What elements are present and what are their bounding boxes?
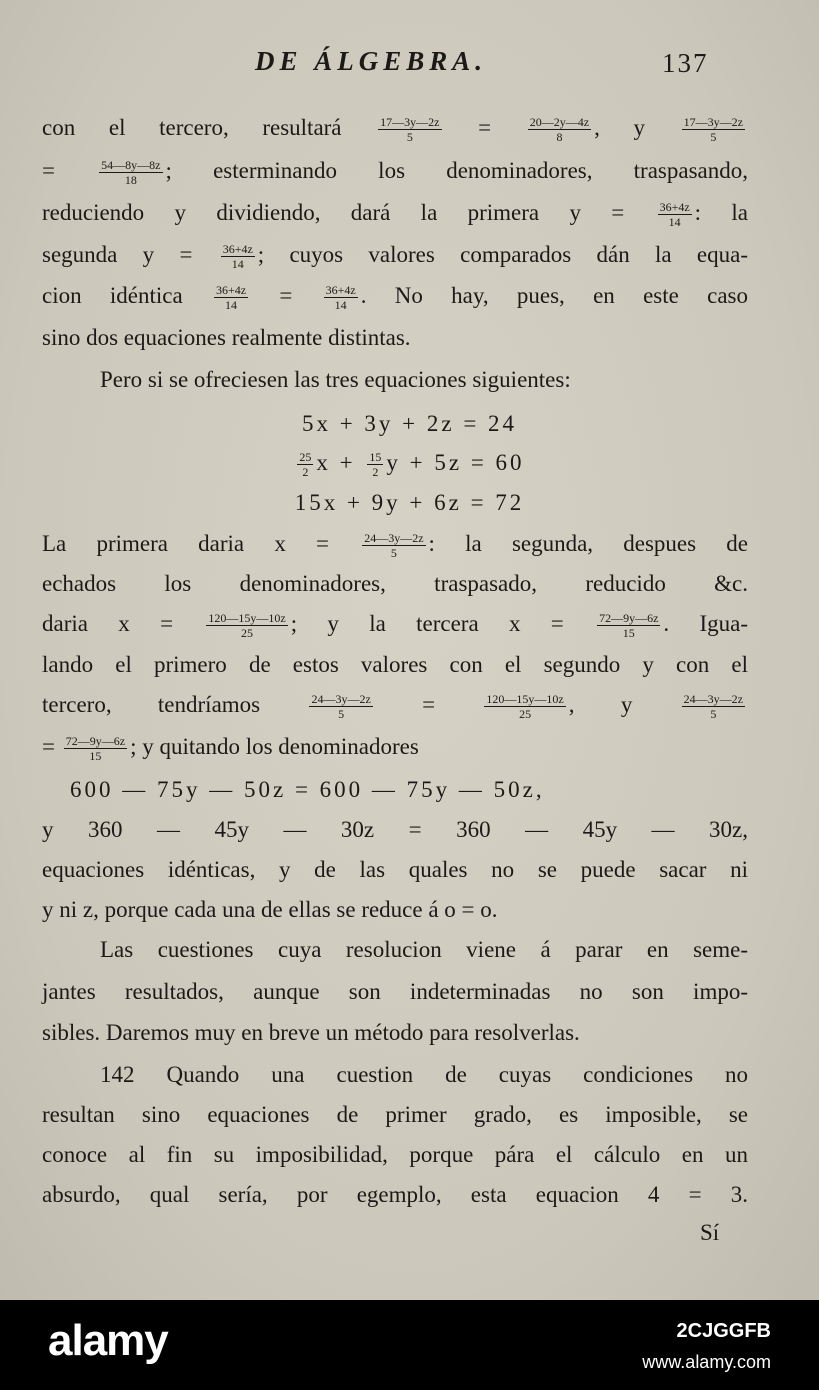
- fraction: [682, 693, 745, 721]
- text-segment: =: [42, 158, 97, 183]
- fraction: [658, 201, 692, 229]
- running-head: [0, 46, 819, 86]
- fraction-denominator: 14: [334, 297, 347, 312]
- text-segment: conoce al fin su imposibilidad, porque pára el cálculo en un: [42, 1142, 748, 1167]
- text-line: [42, 156, 748, 187]
- text-line: [42, 732, 748, 763]
- fraction-numerator: 72—9y—6z: [599, 610, 659, 625]
- fraction-numerator: 54—8y—8z: [101, 157, 161, 172]
- text-line: [100, 1060, 748, 1090]
- fraction-denominator: 14: [225, 297, 238, 312]
- text-line: [42, 113, 748, 144]
- fraction-denominator: 5: [710, 706, 717, 721]
- fraction: [99, 159, 162, 187]
- fraction-numerator: 17—3y—2z: [683, 114, 743, 129]
- text-segment: 5x + 3y + 2z = 24: [301, 411, 518, 436]
- fraction-numerator: 120—15y—10z: [208, 610, 286, 625]
- fraction-numerator: 24—3y—2z: [364, 530, 424, 545]
- text-segment: absurdo, qual sería, por egemplo, esta equacion 4 = 3.: [42, 1182, 748, 1207]
- text-segment: 600 — 75y — 50z = 600 — 75y — 50z,: [70, 777, 545, 802]
- fraction: [362, 532, 425, 560]
- alamy-logo: alamy: [48, 1316, 168, 1365]
- text-line: [42, 1100, 748, 1130]
- text-segment: cion idéntica: [42, 283, 211, 308]
- fraction: [206, 612, 287, 640]
- text-line: [42, 977, 748, 1007]
- text-line: [0, 409, 819, 439]
- text-segment: =: [444, 115, 525, 140]
- text-segment: 142 Quando una cuestion de cuyas condiciones no: [100, 1062, 748, 1087]
- fraction-numerator: 120—15y—10z: [486, 691, 564, 706]
- text-line: [42, 815, 748, 845]
- text-segment: resultan sino equaciones de primer grado, es imposible, se: [42, 1102, 748, 1127]
- fraction-denominator: 15: [89, 748, 102, 763]
- fraction-denominator: 25: [519, 706, 532, 721]
- text-segment: =: [42, 734, 61, 759]
- text-line: [100, 365, 748, 395]
- text-line: [42, 895, 748, 925]
- fraction-numerator: 36+4z: [222, 241, 253, 256]
- fraction: [367, 451, 383, 479]
- text-line: [42, 281, 748, 312]
- text-line: [42, 1180, 748, 1210]
- fraction-numerator: 72—9y—6z: [65, 733, 126, 748]
- text-line: [42, 1140, 748, 1170]
- fraction-denominator: 25: [241, 625, 254, 640]
- fraction: [378, 116, 441, 144]
- text-segment: ; esterminando los denominadores, traspasando,: [165, 158, 748, 183]
- fraction: [682, 116, 745, 144]
- text-segment: lando el primero de estos valores con el segundo y con el: [42, 652, 748, 677]
- text-segment: 15x + 9y + 6z = 72: [294, 490, 525, 515]
- text-line: [42, 323, 748, 353]
- text-segment: segunda y =: [42, 242, 218, 267]
- fraction-numerator: 24—3y—2z: [311, 691, 371, 706]
- text-segment: : la: [694, 200, 748, 225]
- text-segment: daria x =: [42, 611, 204, 636]
- fraction-denominator: 2: [372, 464, 379, 479]
- text-segment: reduciendo y dividiendo, dará la primera y =: [42, 200, 655, 225]
- stock-footer: [0, 1300, 819, 1390]
- text-segment: y 360 — 45y — 30z = 360 — 45y — 30z,: [42, 817, 748, 842]
- running-title: DE ÁLGEBRA.: [255, 46, 488, 76]
- text-line: [42, 198, 748, 229]
- fraction-numerator: 17—3y—2z: [380, 114, 440, 129]
- fraction-numerator: 36+4z: [215, 282, 247, 297]
- text-segment: : la segunda, despues de: [428, 531, 748, 556]
- text-segment: y ni z, porque cada una de ellas se reduce á o = o.: [42, 897, 498, 922]
- fraction: [214, 284, 248, 312]
- text-line: [0, 488, 819, 518]
- text-segment: ; cuyos valores comparados dán la equa-: [257, 242, 748, 267]
- text-segment: . No hay, pues, en este caso: [360, 283, 748, 308]
- fraction-numerator: 24—3y—2z: [683, 691, 743, 706]
- text-segment: Las cuestiones cuya resolucion viene á parar en seme-: [100, 937, 748, 962]
- text-line: [42, 650, 748, 680]
- fraction-denominator: 2: [302, 464, 309, 479]
- text-line: [42, 1018, 748, 1048]
- fraction-denominator: 15: [622, 625, 635, 640]
- text-segment: =: [375, 692, 482, 717]
- fraction-denominator: 5: [338, 706, 345, 721]
- text-segment: tercero, tendríamos: [42, 692, 307, 717]
- text-segment: Pero si se ofreciesen las tres equaciones siguientes:: [100, 367, 571, 392]
- text-segment: , y: [594, 115, 679, 140]
- fraction: [597, 612, 660, 640]
- text-line: [42, 569, 748, 599]
- text-segment: , y: [568, 692, 679, 717]
- fraction-denominator: 5: [390, 545, 397, 560]
- fraction-numerator: 15: [369, 449, 382, 464]
- fraction-denominator: 5: [406, 129, 413, 144]
- fraction: [324, 284, 358, 312]
- fraction-numerator: 25: [299, 449, 312, 464]
- text-segment: con el tercero, resultará: [42, 115, 376, 140]
- text-segment: sino dos equaciones realmente distintas.: [42, 325, 411, 350]
- text-segment: y + 5z = 60: [386, 450, 525, 475]
- fraction-denominator: 8: [556, 129, 563, 144]
- text-segment: Sí: [700, 1220, 720, 1245]
- text-segment: La primera daria x =: [42, 531, 360, 556]
- fraction-denominator: 5: [710, 129, 717, 144]
- fraction: [528, 116, 591, 144]
- text-segment: ; y la tercera x =: [290, 611, 595, 636]
- text-segment: sibles. Daremos muy en breve un método para resolverlas.: [42, 1020, 580, 1045]
- text-segment: ; y quitando los denominadores: [130, 734, 419, 759]
- text-segment: x +: [316, 450, 365, 475]
- text-line: [42, 855, 748, 885]
- text-segment: =: [251, 283, 321, 308]
- fraction-numerator: 20—2y—4z: [529, 114, 590, 129]
- image-id: 2CJGGFB: [676, 1320, 771, 1342]
- page-number: 137: [662, 48, 709, 78]
- site-url: www.alamy.com: [642, 1352, 771, 1372]
- text-segment: equaciones idénticas, y de las quales no se puede sacar ni: [42, 857, 748, 882]
- text-line: [0, 448, 819, 479]
- fraction: [64, 735, 127, 763]
- text-segment: echados los denominadores, traspasado, reducido &c.: [42, 571, 748, 596]
- text-line: [42, 690, 748, 721]
- text-line: [100, 935, 748, 965]
- fraction-denominator: 14: [231, 256, 244, 271]
- text-line: [700, 1218, 719, 1248]
- fraction-denominator: 18: [124, 172, 137, 187]
- text-segment: . Igua-: [663, 611, 748, 636]
- text-line: [42, 609, 748, 640]
- text-line: [42, 240, 748, 271]
- fraction: [297, 451, 313, 479]
- fraction-denominator: 14: [668, 214, 681, 229]
- fraction: [221, 243, 255, 271]
- fraction-numerator: 36+4z: [325, 282, 356, 297]
- text-line: [42, 529, 748, 560]
- fraction-numerator: 36+4z: [659, 199, 690, 214]
- text-line: [70, 775, 750, 805]
- text-segment: jantes resultados, aunque son indeterminadas no son impo-: [42, 979, 748, 1004]
- fraction: [484, 693, 565, 721]
- fraction: [309, 693, 372, 721]
